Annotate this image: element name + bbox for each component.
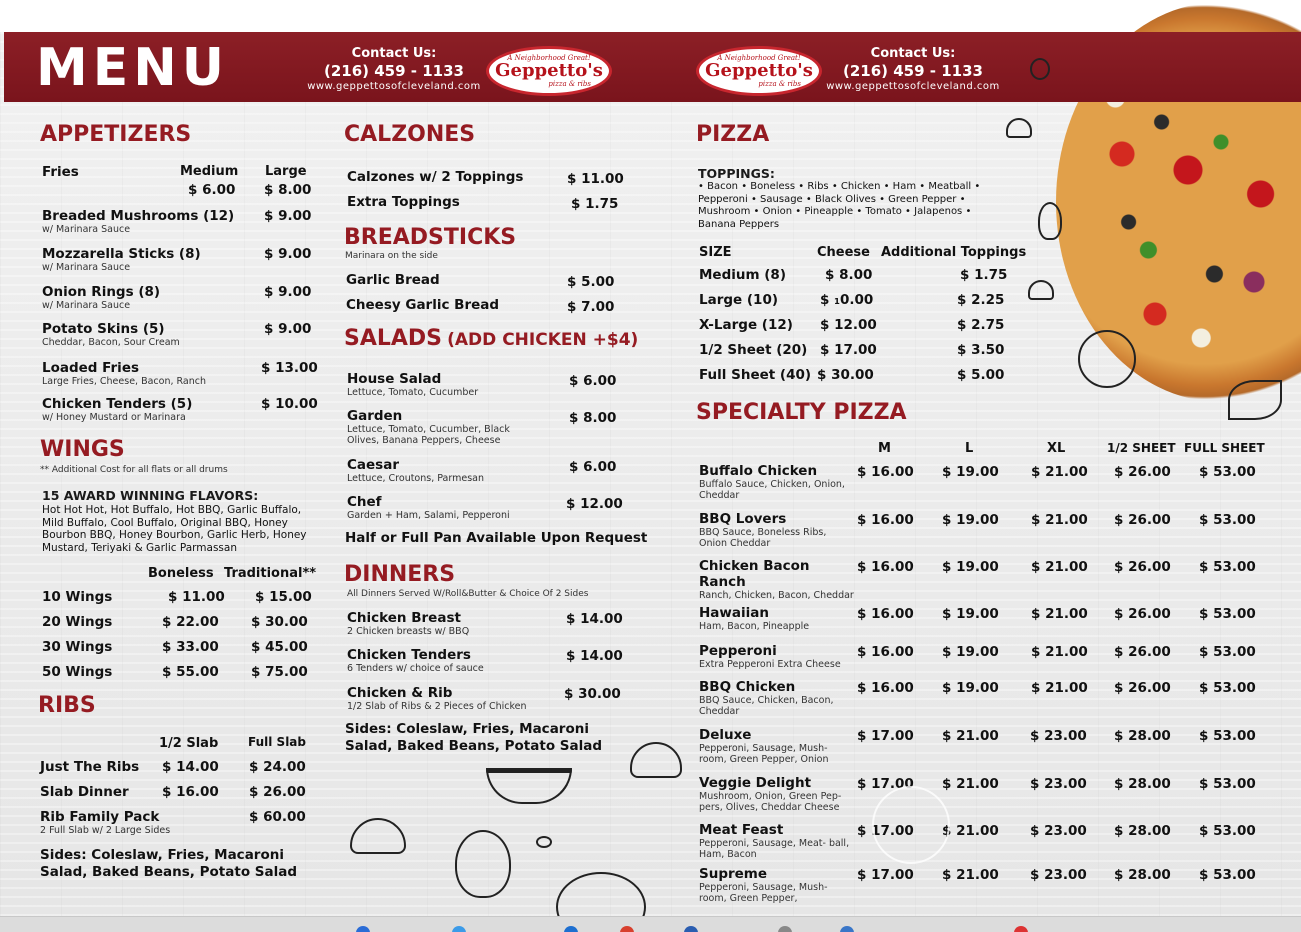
specialty-price: $ 21.00 — [1031, 644, 1088, 660]
item-desc: 1/2 Slab of Ribs & 2 Pieces of Chicken — [347, 701, 527, 712]
specialty-price: $ 17.00 — [857, 776, 914, 792]
specialty-price: $ 53.00 — [1199, 823, 1256, 839]
specialty-price: $ 21.00 — [942, 867, 999, 883]
item-price: $ 11.00 — [567, 171, 624, 187]
menu-item — [42, 284, 262, 311]
menu-item — [347, 457, 532, 484]
specialty-price: $ 21.00 — [942, 728, 999, 744]
specialty-price: $ 16.00 — [857, 644, 914, 660]
breadsticks-subtitle: Marinara on the side — [345, 251, 438, 261]
fries-medium-label: Medium — [180, 164, 239, 179]
item-name: Chicken Bacon Ranch — [699, 558, 810, 590]
pizza-additional-price: $ 3.50 — [957, 342, 1005, 358]
menu-item — [40, 809, 240, 836]
item-desc: 2 Full Slab w/ 2 Large Sides — [40, 825, 171, 836]
app-icon[interactable] — [1014, 926, 1028, 932]
specialty-price: $ 53.00 — [1199, 559, 1256, 575]
pizza-cheese-price: $ 12.00 — [820, 317, 877, 333]
menu-item — [699, 822, 857, 860]
pizza-additional-price: $ 2.75 — [957, 317, 1005, 333]
pizza-additional-price: $ 2.25 — [957, 292, 1005, 308]
olive-sketch-icon — [1030, 58, 1050, 80]
pizza-additional-price: $ 1.75 — [960, 267, 1008, 283]
specialty-price: $ 19.00 — [942, 559, 999, 575]
basil-leaf-sketch-icon — [1228, 380, 1282, 420]
dinners-sides: Sides: Coleslaw, Fries, Macaroni Salad, Baked Beans, Potato Salad — [345, 721, 603, 754]
menu-item — [699, 643, 857, 670]
logo-name: Geppetto's — [705, 60, 813, 81]
salads-note: Half or Full Pan Available Upon Request — [345, 530, 648, 546]
menu-item — [347, 610, 557, 637]
menu-item — [347, 647, 557, 674]
app-icon[interactable] — [684, 926, 698, 932]
wings-flavors: Hot Hot Hot, Hot Buffalo, Hot BBQ, Garlic Buffalo, Mild Buffalo, Cool Buffalo, Original BBQ, Honey Bourbon BBQ, Honey Bourbon, Garlic Herb, Honey Mustard, Teriyaki & Garlic Parmassan — [42, 504, 307, 554]
item-name: Hawaiian — [699, 605, 769, 621]
item-price: $ 6.00 — [569, 459, 617, 475]
item-desc: BBQ Sauce, Boneless Ribs, Onion Cheddar — [699, 527, 827, 549]
garlic-sketch-icon — [1038, 202, 1062, 240]
logo-tagline: A Neighborhood Great! — [507, 54, 591, 62]
item-name: Chicken & Rib — [347, 685, 453, 701]
menu-item — [347, 408, 532, 446]
garlic-sketch-icon — [455, 830, 511, 898]
website-link[interactable]: www.geppettosofcleveland.com — [826, 81, 1000, 92]
specialty-price: $ 21.00 — [942, 823, 999, 839]
specialty-price: $ 17.00 — [857, 728, 914, 744]
specialty-price: $ 16.00 — [857, 559, 914, 575]
specialty-price: $ 21.00 — [1031, 559, 1088, 575]
item-desc: Pepperoni, Sausage, Mush- room, Green Pepper, Onion — [699, 743, 829, 765]
specialty-price: $ 23.00 — [1030, 867, 1087, 883]
wings-size: 20 Wings — [42, 614, 113, 630]
specialty-price: $ 19.00 — [942, 606, 999, 622]
item-desc: BBQ Sauce, Chicken, Bacon, Cheddar — [699, 695, 834, 717]
pizza-col-cheese: Cheese — [817, 245, 870, 260]
menu-item — [347, 371, 532, 398]
salads-title-extra: (ADD CHICKEN +$4) — [447, 330, 639, 350]
specialty-price: $ 26.00 — [1114, 464, 1171, 480]
item-desc: w/ Marinara Sauce — [42, 300, 131, 311]
item-desc: Large Fries, Cheese, Bacon, Ranch — [42, 376, 206, 387]
specialty-price: $ 16.00 — [857, 680, 914, 696]
item-desc: Garden + Ham, Salami, Pepperoni — [347, 510, 510, 521]
wings-traditional-price: $ 15.00 — [255, 589, 312, 605]
specialty-price: $ 17.00 — [857, 823, 914, 839]
item-name: Slab Dinner — [40, 784, 129, 800]
item-desc: Lettuce, Tomato, Cucumber — [347, 387, 479, 398]
item-desc: Lettuce, Croutons, Parmesan — [347, 473, 485, 484]
dinners-subtitle: All Dinners Served W/Roll&Butter & Choice Of 2 Sides — [347, 589, 589, 599]
item-name: Loaded Fries — [42, 360, 140, 376]
ribs-full-price: $ 24.00 — [249, 759, 306, 775]
breadsticks-heading: BREADSTICKS — [344, 225, 517, 250]
geppettos-logo — [696, 46, 822, 96]
item-price: $ 7.00 — [567, 299, 615, 315]
menu-item — [699, 866, 857, 904]
contact-block-right — [818, 46, 1008, 92]
item-name: Supreme — [699, 866, 768, 882]
fries-large-label: Large — [265, 164, 307, 179]
wings-boneless-price: $ 22.00 — [162, 614, 219, 630]
specialty-price: $ 53.00 — [1199, 680, 1256, 696]
item-name: Garden — [347, 408, 403, 424]
app-icon[interactable] — [840, 926, 854, 932]
item-desc: Buffalo Sauce, Chicken, Onion, Cheddar — [699, 479, 845, 501]
taskbar — [0, 916, 1301, 932]
item-desc: Ranch, Chicken, Bacon, Cheddar — [699, 590, 854, 601]
specialty-price: $ 23.00 — [1030, 823, 1087, 839]
menu-item — [699, 558, 857, 601]
calzones-heading: CALZONES — [344, 122, 476, 147]
specialty-price: $ 21.00 — [942, 776, 999, 792]
specialty-price: $ 53.00 — [1199, 644, 1256, 660]
item-price: $ 10.00 — [261, 396, 318, 412]
item-price: $ 9.00 — [264, 321, 312, 337]
logo-name: Geppetto's — [495, 60, 603, 81]
menu-item — [699, 775, 857, 813]
wings-size: 10 Wings — [42, 589, 113, 605]
specialty-price: $ 28.00 — [1114, 823, 1171, 839]
pizza-size: Large (10) — [699, 292, 779, 308]
item-desc: Extra Pepperoni Extra Cheese — [699, 659, 841, 670]
item-desc: Pepperoni, Sausage, Mush- room, Green Pepper, — [699, 882, 828, 904]
fries-large-price: $ 8.00 — [264, 182, 312, 198]
specialty-price: $ 16.00 — [857, 606, 914, 622]
specialty-col-header: FULL SHEET — [1184, 441, 1265, 455]
item-price: $ 12.00 — [566, 496, 623, 512]
mushroom-sketch-icon — [350, 818, 406, 854]
specialty-price: $ 23.00 — [1030, 776, 1087, 792]
contact-block-left — [299, 46, 489, 92]
item-name: Potato Skins (5) — [42, 321, 165, 337]
item-name: Chef — [347, 494, 382, 510]
item-price: $ 8.00 — [569, 410, 617, 426]
specialty-price: $ 17.00 — [857, 867, 914, 883]
dinners-heading: DINNERS — [344, 562, 456, 587]
specialty-price: $ 53.00 — [1199, 728, 1256, 744]
item-name: Meat Feast — [699, 822, 784, 838]
wings-boneless-price: $ 33.00 — [162, 639, 219, 655]
specialty-price: $ 53.00 — [1199, 776, 1256, 792]
logo-sub: pizza & ribs — [758, 80, 801, 88]
geppettos-logo — [486, 46, 612, 96]
menu-item — [699, 605, 857, 632]
item-name: Rib Family Pack — [40, 809, 160, 825]
app-icon[interactable] — [620, 926, 634, 932]
item-name: House Salad — [347, 371, 442, 387]
logo-sub: pizza & ribs — [548, 80, 591, 88]
item-name: Extra Toppings — [347, 194, 460, 210]
specialty-price: $ 26.00 — [1114, 680, 1171, 696]
item-name: Chicken Tenders (5) — [42, 396, 193, 412]
item-desc: Ham, Bacon, Pineapple — [699, 621, 810, 632]
item-price: $ 30.00 — [564, 686, 621, 702]
menu-item — [699, 679, 857, 717]
item-price: $ 14.00 — [566, 611, 623, 627]
item-name: Cheesy Garlic Bread — [346, 297, 500, 313]
menu-item — [42, 246, 262, 273]
specialty-price: $ 16.00 — [857, 464, 914, 480]
specialty-price: $ 21.00 — [1031, 606, 1088, 622]
item-price: $ 14.00 — [566, 648, 623, 664]
wings-heading: WINGS — [40, 437, 125, 462]
specialty-price: $ 21.00 — [1031, 680, 1088, 696]
pizza-cheese-price: $ 8.00 — [825, 267, 873, 283]
specialty-heading: SPECIALTY PIZZA — [696, 400, 907, 425]
pizza-outline-sketch-icon — [872, 786, 950, 864]
item-price: $ 13.00 — [261, 360, 318, 376]
top-strip — [0, 0, 1301, 32]
wings-col-traditional: Traditional** — [224, 566, 317, 581]
specialty-price: $ 28.00 — [1114, 867, 1171, 883]
specialty-price: $ 19.00 — [942, 512, 999, 528]
pizza-size: Full Sheet (40) — [699, 367, 812, 383]
wings-traditional-price: $ 45.00 — [251, 639, 308, 655]
ribs-col-half: 1/2 Slab — [159, 736, 219, 751]
item-price: $ 6.00 — [569, 373, 617, 389]
pizza-size: 1/2 Sheet (20) — [699, 342, 808, 358]
bowl-sketch-icon — [486, 768, 572, 804]
pizza-toppings-title: TOPPINGS: — [698, 166, 775, 181]
ribs-heading: RIBS — [38, 693, 96, 718]
menu-item — [699, 727, 857, 765]
pizza-cheese-price: $ 17.00 — [820, 342, 877, 358]
specialty-price: $ 23.00 — [1030, 728, 1087, 744]
menu-title: MENU — [36, 38, 230, 98]
menu-item — [699, 511, 857, 549]
item-price: $ 9.00 — [264, 246, 312, 262]
item-name: Pepperoni — [699, 643, 777, 659]
item-desc: Lettuce, Tomato, Cucumber, Black Olives, Banana Peppers, Cheese — [347, 424, 510, 446]
pizza-cheese-price: $ ₁0.00 — [820, 292, 874, 308]
pizza-size: X-Large (12) — [699, 317, 793, 333]
app-icon[interactable] — [452, 926, 466, 932]
item-name: Chicken Tenders — [347, 647, 471, 663]
item-name: Mozzarella Sticks (8) — [42, 246, 201, 262]
item-name: Veggie Delight — [699, 775, 812, 791]
mushroom-sketch-icon — [630, 742, 682, 778]
pizza-additional-price: $ 5.00 — [957, 367, 1005, 383]
phone-number[interactable]: (216) 459 - 1133 — [324, 62, 464, 80]
fries-item — [42, 164, 79, 180]
menu-item — [347, 685, 557, 712]
menu-item — [42, 360, 262, 387]
item-desc: w/ Honey Mustard or Marinara — [42, 412, 186, 423]
wings-size: 30 Wings — [42, 639, 113, 655]
ribs-full-price: $ 26.00 — [249, 784, 306, 800]
pizza-cheese-price: $ 30.00 — [817, 367, 874, 383]
specialty-price: $ 19.00 — [942, 680, 999, 696]
wings-traditional-price: $ 30.00 — [251, 614, 308, 630]
specialty-price: $ 26.00 — [1114, 512, 1171, 528]
item-desc: Pepperoni, Sausage, Meat- ball, Ham, Bacon — [699, 838, 850, 860]
menu-item — [699, 463, 857, 501]
contact-label: Contact Us: — [351, 46, 437, 61]
specialty-price: $ 19.00 — [942, 464, 999, 480]
pizza-col-additional: Additional Toppings — [881, 245, 1027, 260]
website-link[interactable]: www.geppettosofcleveland.com — [307, 81, 481, 92]
specialty-price: $ 28.00 — [1114, 728, 1171, 744]
item-name: Fries — [42, 164, 79, 180]
specialty-col-header: 1/2 SHEET — [1107, 441, 1176, 455]
item-desc: 2 Chicken breasts w/ BBQ — [347, 626, 470, 637]
ribs-col-full: Full Slab — [248, 735, 306, 749]
contact-label: Contact Us: — [870, 46, 956, 61]
specialty-price: $ 53.00 — [1199, 867, 1256, 883]
app-icon[interactable] — [564, 926, 578, 932]
menu-item — [42, 208, 262, 235]
olive-sketch-icon — [536, 836, 552, 848]
wings-traditional-price: $ 75.00 — [251, 664, 308, 680]
specialty-price: $ 21.00 — [1031, 464, 1088, 480]
wings-boneless-price: $ 55.00 — [162, 664, 219, 680]
specialty-price: $ 26.00 — [1114, 644, 1171, 660]
ribs-half-price: $ 14.00 — [162, 759, 219, 775]
specialty-price: $ 53.00 — [1199, 512, 1256, 528]
app-icon[interactable] — [778, 926, 792, 932]
item-name: Caesar — [347, 457, 399, 473]
appetizers-heading: APPETIZERS — [40, 122, 192, 147]
item-price: $ 9.00 — [264, 284, 312, 300]
tomato-sketch-icon — [556, 872, 646, 916]
item-price: $ 1.75 — [571, 196, 619, 212]
menu-item — [42, 321, 262, 348]
pizza-size: Medium (8) — [699, 267, 786, 283]
specialty-col-header: M — [878, 441, 891, 456]
item-desc: Cheddar, Bacon, Sour Cream — [42, 337, 180, 348]
wings-boneless-price: $ 11.00 — [168, 589, 225, 605]
specialty-price: $ 53.00 — [1199, 464, 1256, 480]
item-name: BBQ Chicken — [699, 679, 796, 695]
item-name: Chicken Breast — [347, 610, 461, 626]
tomato-sketch-icon — [1078, 330, 1136, 388]
logo-tagline: A Neighborhood Great! — [717, 54, 801, 62]
item-desc: Mushroom, Onion, Green Pep- pers, Olives, Cheddar Cheese — [699, 791, 842, 813]
ribs-half-price: $ 16.00 — [162, 784, 219, 800]
mushroom-sketch-icon — [1028, 280, 1054, 300]
specialty-price: $ 26.00 — [1114, 606, 1171, 622]
specialty-price: $ 16.00 — [857, 512, 914, 528]
ribs-full-price: $ 60.00 — [249, 809, 306, 825]
salads-heading — [344, 326, 638, 351]
item-desc: 6 Tenders w/ choice of sauce — [347, 663, 484, 674]
pizza-toppings: • Bacon • Boneless • Ribs • Chicken • Ham • Meatball • Pepperoni • Sausage • Black Olives • Green Pepper • Mushroom • Onion • Pineapple • Tomato • Jalapenos • Banana Peppers — [698, 181, 981, 230]
pizza-col-size: SIZE — [699, 245, 732, 260]
specialty-col-header: L — [965, 441, 974, 456]
item-name: Onion Rings (8) — [42, 284, 161, 300]
item-name: Calzones w/ 2 Toppings — [347, 169, 524, 185]
ribs-sides: Sides: Coleslaw, Fries, Macaroni Salad, Baked Beans, Potato Salad — [40, 847, 298, 880]
specialty-price: $ 53.00 — [1199, 606, 1256, 622]
item-price: $ 5.00 — [567, 274, 615, 290]
pizza-heading: PIZZA — [696, 122, 770, 147]
item-name: Just The Ribs — [40, 759, 140, 775]
salads-title: SALADS — [344, 326, 443, 351]
phone-number[interactable]: (216) 459 - 1133 — [843, 62, 983, 80]
item-desc: w/ Marinara Sauce — [42, 262, 131, 273]
specialty-price: $ 26.00 — [1114, 559, 1171, 575]
specialty-price: $ 21.00 — [1031, 512, 1088, 528]
wings-note: ** Additional Cost for all flats or all drums — [40, 465, 228, 475]
specialty-price: $ 28.00 — [1114, 776, 1171, 792]
wings-col-boneless: Boneless — [148, 566, 214, 581]
app-icon[interactable] — [356, 926, 370, 932]
item-name: Deluxe — [699, 727, 752, 743]
item-name: Garlic Bread — [346, 272, 440, 288]
wings-flavors-title: 15 AWARD WINNING FLAVORS: — [42, 488, 259, 503]
mushroom-sketch-icon — [1006, 118, 1032, 138]
fries-medium-price: $ 6.00 — [188, 182, 236, 198]
item-name: BBQ Lovers — [699, 511, 787, 527]
item-name: Breaded Mushrooms (12) — [42, 208, 235, 224]
specialty-price: $ 19.00 — [942, 644, 999, 660]
menu-item — [42, 396, 262, 423]
wings-size: 50 Wings — [42, 664, 113, 680]
item-name: Buffalo Chicken — [699, 463, 818, 479]
item-price: $ 9.00 — [264, 208, 312, 224]
item-desc: w/ Marinara Sauce — [42, 224, 131, 235]
menu-item — [347, 494, 532, 521]
specialty-col-header: XL — [1047, 441, 1066, 456]
